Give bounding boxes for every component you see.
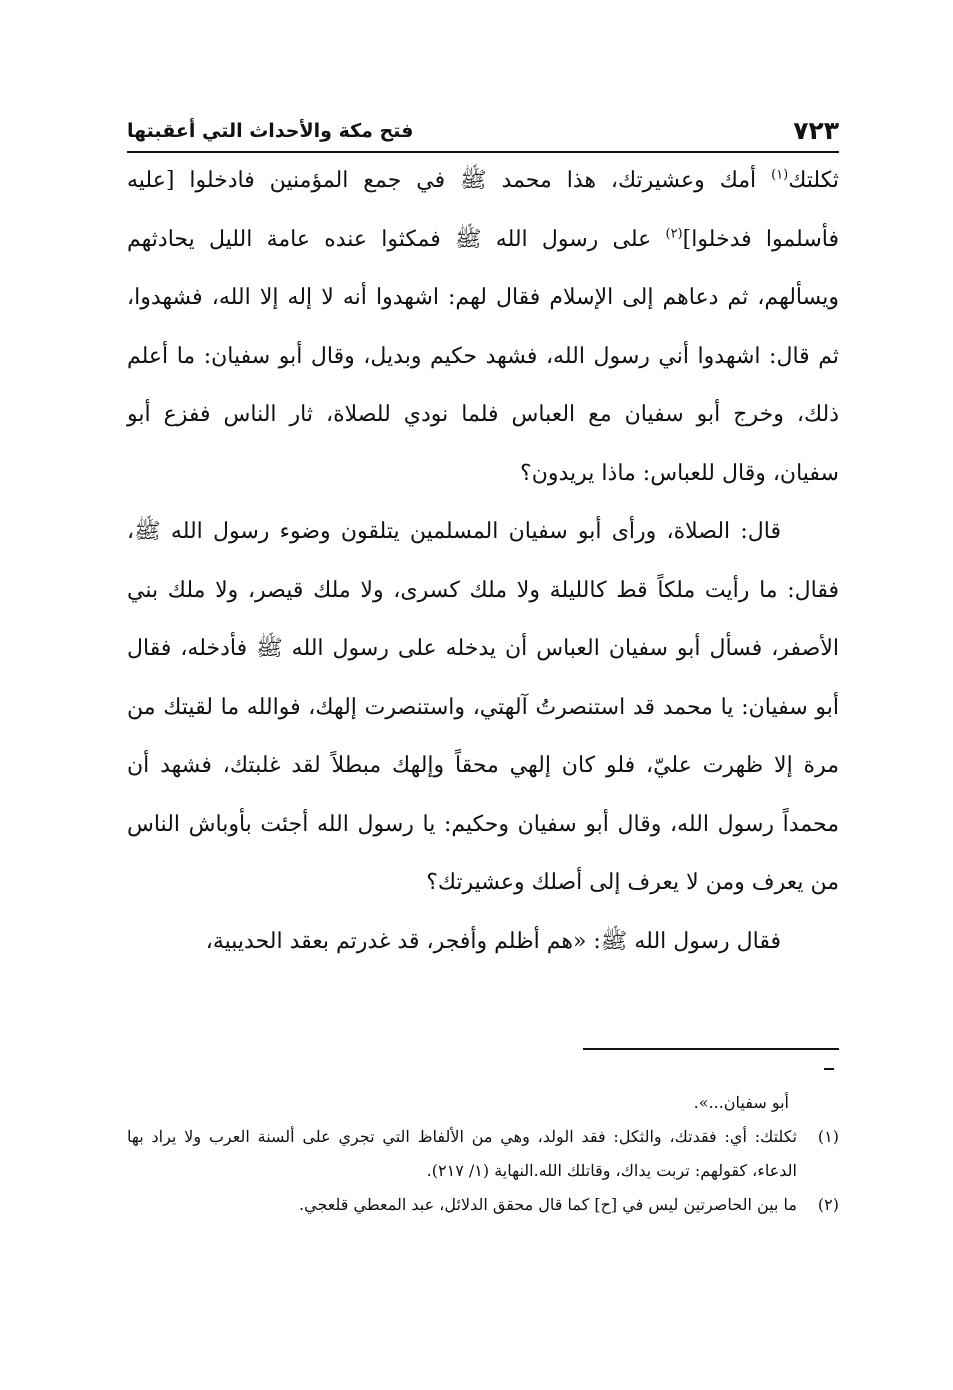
paragraph-3: فقال رسول الله ﷺ: «هم أظلم وأفجر، قد غدرتم بعقد الحديبية، bbox=[205, 928, 781, 954]
footnotes bbox=[127, 1086, 839, 1222]
footnote-ref-1: (١) bbox=[771, 167, 789, 183]
main-text bbox=[127, 152, 839, 971]
paragraph-1-middle: أمك وعشيرتك، هذا محمد ﷺ في جمع المؤمنين فادخلوا [عليه فأسلموا فدخلوا] bbox=[127, 168, 839, 252]
footnote-1-text: ثكلتك: أي: فقدتك، والثكل: فقد الولد، وهي من الألفاظ التي تجري على ألسنة العرب ولا يراد بها الدعاء، كقولهم: تربت يداك، وقاتلك الله.النهاية (١/ ٢١٧). bbox=[127, 1127, 797, 1180]
footnote-continuation: أبو سفيان...». bbox=[693, 1093, 789, 1112]
footnote-2 bbox=[127, 1188, 839, 1222]
continuation-mark bbox=[824, 1068, 834, 1070]
page-header bbox=[127, 114, 839, 150]
footnote-ref-2: (٢) bbox=[665, 226, 683, 242]
footnote-2-text: ما بين الحاصرتين ليس في [ح] كما قال محقق الدلائل، عبد المعطي قلعجي. bbox=[299, 1195, 797, 1214]
running-title: فتح مكة والأحداث التي أعقبتها bbox=[127, 120, 414, 142]
footnote-1 bbox=[127, 1120, 839, 1188]
footnote-separator bbox=[583, 1048, 839, 1050]
paragraph-1-end: على رسول الله ﷺ فمكثوا عنده عامة الليل يحادثهم ويسألهم، ثم دعاهم إلى الإسلام فقال لهم: اشهدوا أنه لا إله إلا الله، فشهدوا، ثم قال: اشهدوا أني رسول الله، فشهد حكيم وبديل، وقال أبو سفيان: ما أعلم ذلك، وخرج أبو سفيان مع العباس فلما نودي للصلاة، ثار الناس ففزع أبو سفيان، وقال للعباس: ماذا يريدون؟ bbox=[127, 226, 839, 486]
footnote-2-number: (٢) bbox=[817, 1195, 839, 1214]
paragraph-2: قال: الصلاة، ورأى أبو سفيان المسلمين يتلقون وضوء رسول الله ﷺ، فقال: ما رأيت ملكاً قط كالليلة ولا ملك كسرى، ولا ملك قيصر، ولا ملك بني الأصفر، فسأل أبو سفيان العباس أن يدخله على رسول الله ﷺ فأدخله، فقال أبو سفيان: يا محمد قد استنصرتُ آلهتي، واستنصرت إلهك، فوالله ما لقيتك من مرة إلا ظهرت عليّ، فلو كان إلهي محقاً وإلهك مبطلاً لقد غلبتك، فشهد أن محمداً رسول الله، وقال أبو سفيان وحكيم: يا رسول الله أجئت بأوباش الناس من يعرف ومن لا يعرف إلى أصلك وعشيرتك؟ bbox=[127, 519, 839, 895]
paragraph-1 bbox=[127, 152, 839, 503]
page-number: ٧٢٣ bbox=[793, 116, 839, 145]
paragraph-1-start: ثكلتك bbox=[788, 168, 839, 193]
footnote-1-number: (١) bbox=[817, 1127, 839, 1146]
